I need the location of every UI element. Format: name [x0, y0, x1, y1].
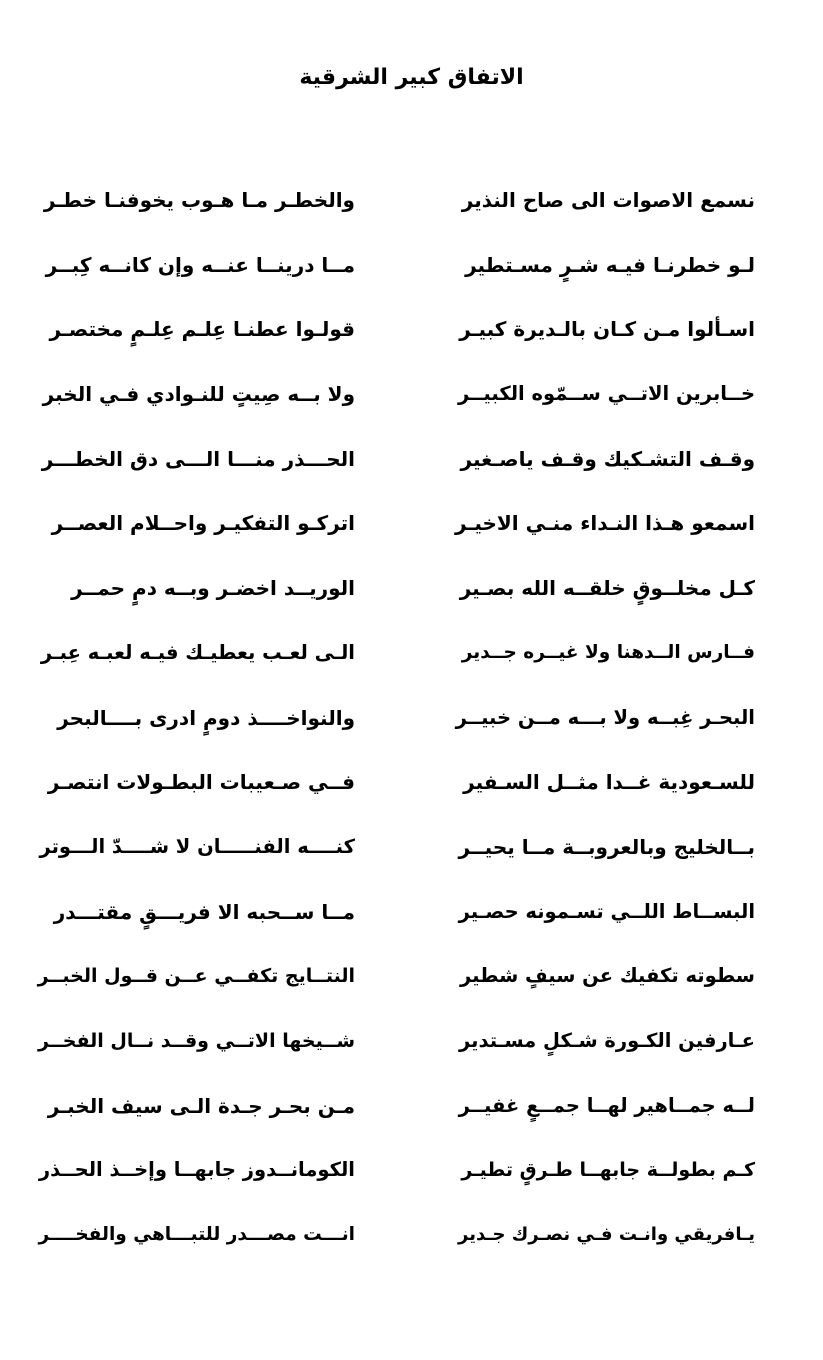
verse [0, 1086, 823, 1151]
verse [0, 1215, 823, 1280]
verse-second-hemistich: فــي صـعيبات البطـولات انتصـر [47, 770, 355, 795]
verse [0, 439, 823, 504]
verse [0, 1150, 823, 1215]
verse-second-hemistich: والنواخــــذ دومٍ ادرى بــــالبحر [57, 705, 355, 730]
verse-second-hemistich: مـن بحـر جـدة الـى سيف الخبـر [47, 1093, 355, 1118]
verse [0, 892, 823, 957]
verse-first-hemistich: عـارفين الكـورة شـكلٍ مسـتدير [459, 1028, 755, 1052]
verse-first-hemistich: بــالخليج وبالعروبــة مــا يحيــر [458, 834, 755, 859]
verse-first-hemistich: اسمعو هـذا النـداء منـي الاخيـر [455, 511, 755, 536]
verse-second-hemistich: ولا بــه صِيتٍ للنـوادي فـي الخبر [42, 382, 355, 407]
verse-first-hemistich: يـافريقي وانـت فـي نصـرك جـدير [458, 1224, 755, 1245]
poem-body [0, 180, 823, 1280]
verse-first-hemistich: خــابرين الاتــي ســمّوه الكبيــر [457, 382, 755, 406]
verse [0, 956, 823, 1021]
verse [0, 180, 823, 245]
verse-first-hemistich: البســاط اللــي تسـمونه حصـير [458, 899, 755, 923]
verse [0, 1021, 823, 1086]
verse-first-hemistich: فــارس الــدهنا ولا غيــره جــدير [461, 641, 755, 663]
verse-first-hemistich: لــه جمــاهير لهــا جمــعٍ غفيــر [458, 1093, 755, 1117]
verse-second-hemistich: انـــت مصـــدر للتبـــاهي والفخــــر [38, 1224, 355, 1245]
verse [0, 633, 823, 698]
verse [0, 568, 823, 633]
verse-first-hemistich: للسـعودية غــدا مثــل السـفير [463, 770, 755, 795]
verse [0, 827, 823, 892]
verse-first-hemistich: كـل مخلــوقٍ خلقــه الله بصـير [459, 576, 755, 601]
verse-first-hemistich: نسمع الاصوات الى صاح النذير [461, 188, 755, 212]
verse-second-hemistich: قولـوا عطنـا عِلـم عِلـمٍ مختصـر [49, 317, 355, 342]
verse [0, 245, 823, 310]
verse-second-hemistich: كنــــه الفنـــــان لا شــــدّ الـــوتر [39, 834, 355, 858]
verse-second-hemistich: الوريــد اخضـر وبــه دمٍ حمــر [71, 576, 355, 601]
poem-title: الاتفاق كبير الشرقية [299, 65, 524, 90]
verse-second-hemistich: والخطـر مـا هـوب يخوفنـا خطـر [43, 188, 355, 212]
verse [0, 698, 823, 763]
verse-second-hemistich: الـى لعـب يعطيـك فيـه لعبـه عِبـر [40, 640, 355, 664]
verse-second-hemistich: مــا درينــا عنــه وإن كانــه كِبــر [45, 252, 355, 277]
verse-second-hemistich: الحـــذر منـــا الـــى دق الخطـــر [41, 446, 355, 471]
verse-second-hemistich: اتركـو التفكيـر واحــلام العصــر [51, 511, 355, 536]
verse-first-hemistich: البحـر غِبــه ولا بـــه مــن خبيــر [455, 705, 755, 729]
verse-first-hemistich: سطوته تكفيك عن سيفٍ شطير [459, 964, 755, 988]
verse-first-hemistich: كـم بطولــة جابهــا طـرقٍ تطيـر [461, 1159, 755, 1182]
verse-second-hemistich: شــيخها الاتــي وقــد نــال الفخــر [37, 1029, 355, 1052]
verse [0, 762, 823, 827]
verse [0, 309, 823, 374]
verse-first-hemistich: وقـف التشـكيك وقـف ياصـغير [460, 446, 755, 471]
verse [0, 503, 823, 568]
verse-first-hemistich: اسـألوا مـن كـان بالـديرة كبيـر [459, 317, 755, 342]
verse [0, 374, 823, 439]
verse-second-hemistich: مــا ســحبه الا فريـــقٍ مقتـــدر [53, 899, 355, 924]
verse-second-hemistich: النتــايج تكفــي عــن قــول الخبــر [37, 965, 355, 988]
verse-second-hemistich: الكومانــدوز جابهــا وإخــذ الحــذر [38, 1158, 355, 1182]
verse-first-hemistich: لـو خطرنـا فيـه شـرٍ مسـتطير [465, 252, 755, 277]
